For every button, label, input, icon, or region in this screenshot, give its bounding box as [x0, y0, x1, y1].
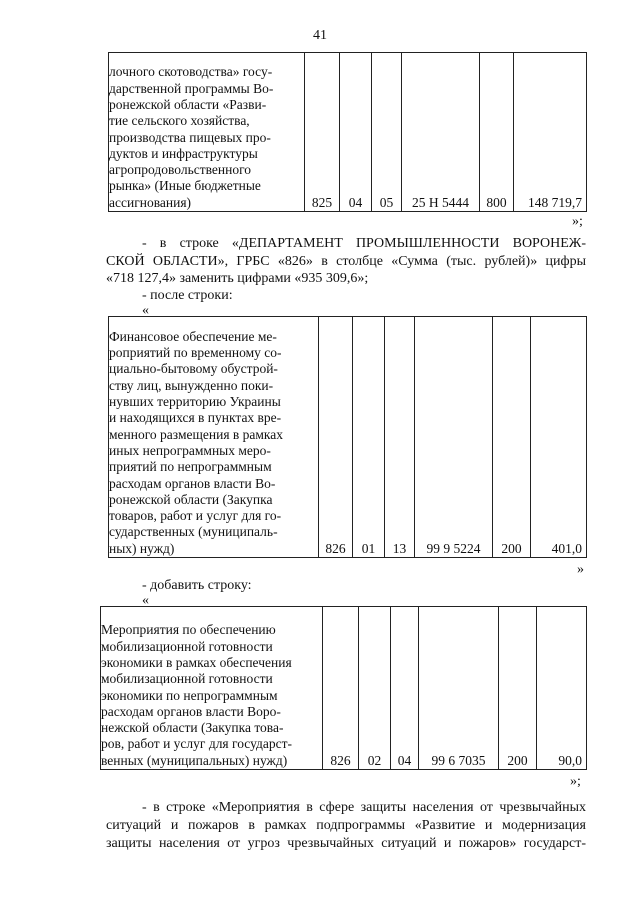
amount-cell: 90,0: [537, 607, 587, 770]
budget-table-3: [100, 606, 587, 770]
grbs-cell: 825: [305, 53, 340, 212]
desc-line: нувших территорию Украины: [109, 394, 281, 410]
desc-line: лочного скотоводства» госу-: [109, 64, 273, 80]
grbs-cell: 826: [319, 317, 353, 558]
paragraph-line: - в строке «Мероприятия в сфере защиты населения от чрезвычайных: [142, 800, 586, 815]
desc-line: иных непрограммных меро-: [109, 442, 271, 458]
paragraph-line: защиты населения от угроз чрезвычайных ситуаций и пожаров» государст-: [106, 836, 586, 851]
open-quote: «: [142, 303, 149, 318]
section-cell: 01: [353, 317, 385, 558]
paragraph-line: - в строке «ДЕПАРТАМЕНТ ПРОМЫШЛЕННОСТИ ВОРОНЕЖ-: [142, 236, 586, 251]
instruction-after-row: - после строки:: [142, 288, 233, 303]
expense-type-cell: 200: [499, 607, 537, 770]
desc-line: роприятий по временному со-: [109, 345, 282, 361]
desc-line: приятий по непрограммным: [109, 459, 272, 475]
table-row: [109, 53, 587, 212]
desc-line: расходам органов власти Воро-: [101, 703, 281, 719]
desc-line: товаров, работ и услуг для го-: [109, 508, 282, 524]
paragraph-line: СКОЙ ОБЛАСТИ», ГРБС «826» в столбце «Сумма (тыс. рублей)» цифры: [106, 254, 586, 269]
desc-line: агропродовольственного: [109, 162, 252, 178]
desc-line: экономики по непрограммным: [101, 687, 278, 703]
desc-line: тие сельского хозяйства,: [109, 113, 250, 129]
desc-line: ронежской области (Закупка: [109, 491, 273, 507]
desc-line: дарственной программы Во-: [109, 80, 274, 96]
desc-line: Финансовое обеспечение ме-: [109, 328, 277, 344]
subsection-cell: 04: [391, 607, 419, 770]
amount-cell: 148 719,7: [514, 53, 587, 212]
section-cell: 02: [359, 607, 391, 770]
desc-line: ных) нужд): [109, 540, 175, 556]
row-description: [109, 53, 305, 212]
target-article-cell: 99 6 7035: [419, 607, 499, 770]
paragraph-line: ситуаций и пожаров в рамках подпрограммы «Развитие и модернизация: [106, 818, 586, 833]
target-article-cell: 99 9 5224: [415, 317, 493, 558]
close-quote: »: [577, 562, 584, 577]
budget-table-2: [108, 316, 587, 558]
table-row: [109, 317, 587, 558]
desc-line: нежской области (Закупка това-: [101, 720, 284, 736]
desc-line: расходам органов власти Во-: [109, 475, 276, 491]
desc-line: Мероприятия по обеспечению: [101, 622, 276, 638]
desc-line: дуктов и инфраструктуры: [109, 145, 258, 161]
row-description: [109, 317, 319, 558]
desc-line: циально-бытовому обустрой-: [109, 361, 278, 377]
instruction-add-row: - добавить строку:: [142, 578, 252, 593]
subsection-cell: 05: [372, 53, 402, 212]
table-row: [101, 607, 587, 770]
grbs-cell: 826: [323, 607, 359, 770]
budget-table-1: [108, 52, 587, 212]
paragraph-line: «718 127,4» заменить цифрами «935 309,6»;: [106, 271, 369, 286]
desc-line: мобилизационной готовности: [101, 638, 273, 654]
desc-line: и находящихся в пунктах вре-: [109, 410, 282, 426]
subsection-cell: 13: [385, 317, 415, 558]
target-article-cell: 25 Н 5444: [402, 53, 480, 212]
expense-type-cell: 800: [480, 53, 514, 212]
section-cell: 04: [340, 53, 372, 212]
expense-type-cell: 200: [493, 317, 531, 558]
close-quote: »;: [572, 214, 583, 229]
close-quote: »;: [570, 774, 581, 789]
desc-line: мобилизационной готовности: [101, 671, 273, 687]
desc-line: экономики в рамках обеспечения: [101, 654, 292, 670]
desc-line: ронежской области «Разви-: [109, 96, 267, 112]
page-number: 41: [313, 28, 327, 43]
desc-line: производства пищевых про-: [109, 129, 271, 145]
amount-cell: 401,0: [531, 317, 587, 558]
desc-line: сударственных (муниципаль-: [109, 524, 278, 540]
desc-line: венных (муниципальных) нужд): [101, 752, 288, 768]
desc-line: рынка» (Иные бюджетные: [109, 178, 261, 194]
desc-line: менного размещения в рамках: [109, 426, 284, 442]
open-quote: «: [142, 593, 149, 608]
desc-line: ассигнования): [109, 194, 192, 210]
desc-line: ров, работ и услуг для государст-: [101, 736, 293, 752]
desc-line: ству лиц, вынужденно поки-: [109, 377, 274, 393]
row-description: [101, 607, 323, 770]
